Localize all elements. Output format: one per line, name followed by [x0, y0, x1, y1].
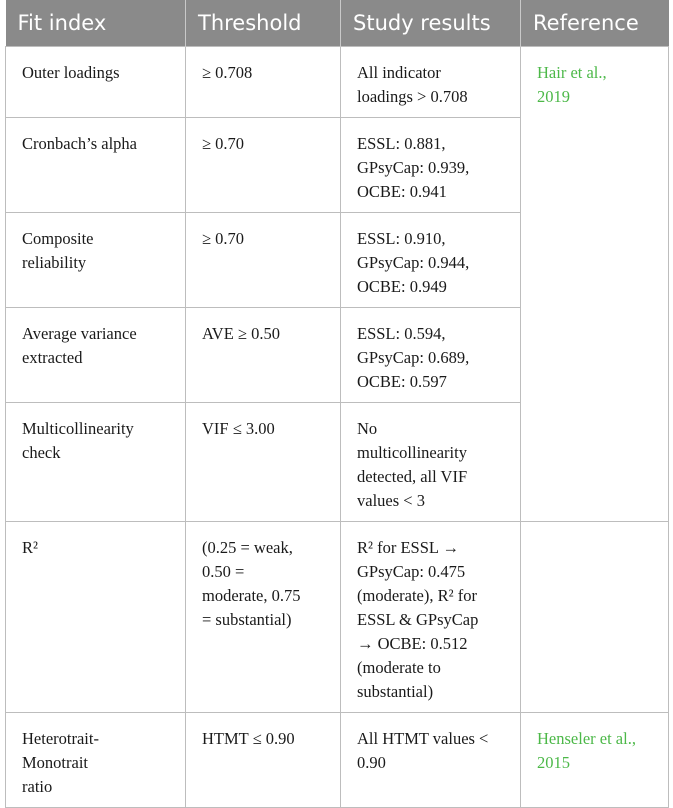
results-text: ESSL: 0.594, GPsyCap: 0.689, OCBE: 0.597 [357, 323, 470, 391]
results-cell [341, 402, 521, 521]
results-text: All HTMT values < 0.90 [357, 728, 489, 772]
table-row [6, 712, 669, 807]
table-row [6, 521, 669, 712]
threshold-text: ≥ 0.70 [202, 133, 245, 153]
threshold-text: AVE ≥ 0.50 [202, 323, 280, 343]
results-text: No multicollinearity detected, all VIF values < 3 [357, 418, 468, 510]
threshold-cell [186, 212, 341, 307]
threshold-cell [186, 117, 341, 212]
results-text: All indicator loadings > 0.708 [357, 62, 468, 106]
threshold-cell [186, 521, 341, 712]
reference-cell [521, 46, 669, 521]
fit-index-cell [6, 46, 186, 117]
results-text: R² for ESSL → GPsyCap: 0.475 (moderate), R² for ESSL & GPsyCap → OCBE: 0.512 (moderate to substantial) [357, 537, 479, 701]
reference-cell [521, 521, 669, 712]
threshold-text: (0.25 = weak, 0.50 = moderate, 0.75 = substantial) [202, 537, 301, 629]
fit-index-table [5, 0, 669, 808]
reference-cell [521, 712, 669, 807]
fit-index-text: Heterotrait- Monotrait ratio [22, 728, 99, 796]
fit-index-text: Multicollinearity check [22, 418, 134, 462]
fit-index-cell [6, 521, 186, 712]
threshold-cell [186, 46, 341, 117]
threshold-text: ≥ 0.70 [202, 228, 245, 248]
threshold-text: ≥ 0.708 [202, 62, 253, 82]
table-row [6, 46, 669, 117]
header-row [6, 0, 669, 46]
header-fit-index: Fit index [6, 0, 186, 46]
threshold-cell [186, 307, 341, 402]
header-threshold: Threshold [186, 0, 341, 46]
results-cell [341, 212, 521, 307]
fit-index-cell [6, 712, 186, 807]
header-study-results: Study results [341, 0, 521, 46]
fit-index-text: Composite reliability [22, 228, 94, 272]
results-text: ESSL: 0.881, GPsyCap: 0.939, OCBE: 0.941 [357, 133, 470, 201]
fit-index-text: R² [22, 537, 38, 557]
threshold-cell [186, 712, 341, 807]
header-reference: Reference [521, 0, 669, 46]
fit-index-cell [6, 117, 186, 212]
threshold-text: VIF ≤ 3.00 [202, 418, 275, 438]
fit-index-text: Outer loadings [22, 62, 120, 82]
reference-text-henseler: Henseler et al., 2015 [537, 728, 636, 772]
results-cell [341, 712, 521, 807]
fit-index-cell [6, 402, 186, 521]
fit-index-cell [6, 307, 186, 402]
threshold-text: HTMT ≤ 0.90 [202, 728, 295, 748]
fit-index-cell [6, 212, 186, 307]
results-cell [341, 46, 521, 117]
results-text: ESSL: 0.910, GPsyCap: 0.944, OCBE: 0.949 [357, 228, 470, 296]
threshold-cell [186, 402, 341, 521]
fit-index-text: Cronbach’s alpha [22, 133, 138, 153]
reference-text-hair: Hair et al., 2019 [537, 62, 607, 106]
fit-index-text: Average variance extracted [22, 323, 137, 367]
results-cell [341, 307, 521, 402]
results-cell [341, 521, 521, 712]
results-cell [341, 117, 521, 212]
